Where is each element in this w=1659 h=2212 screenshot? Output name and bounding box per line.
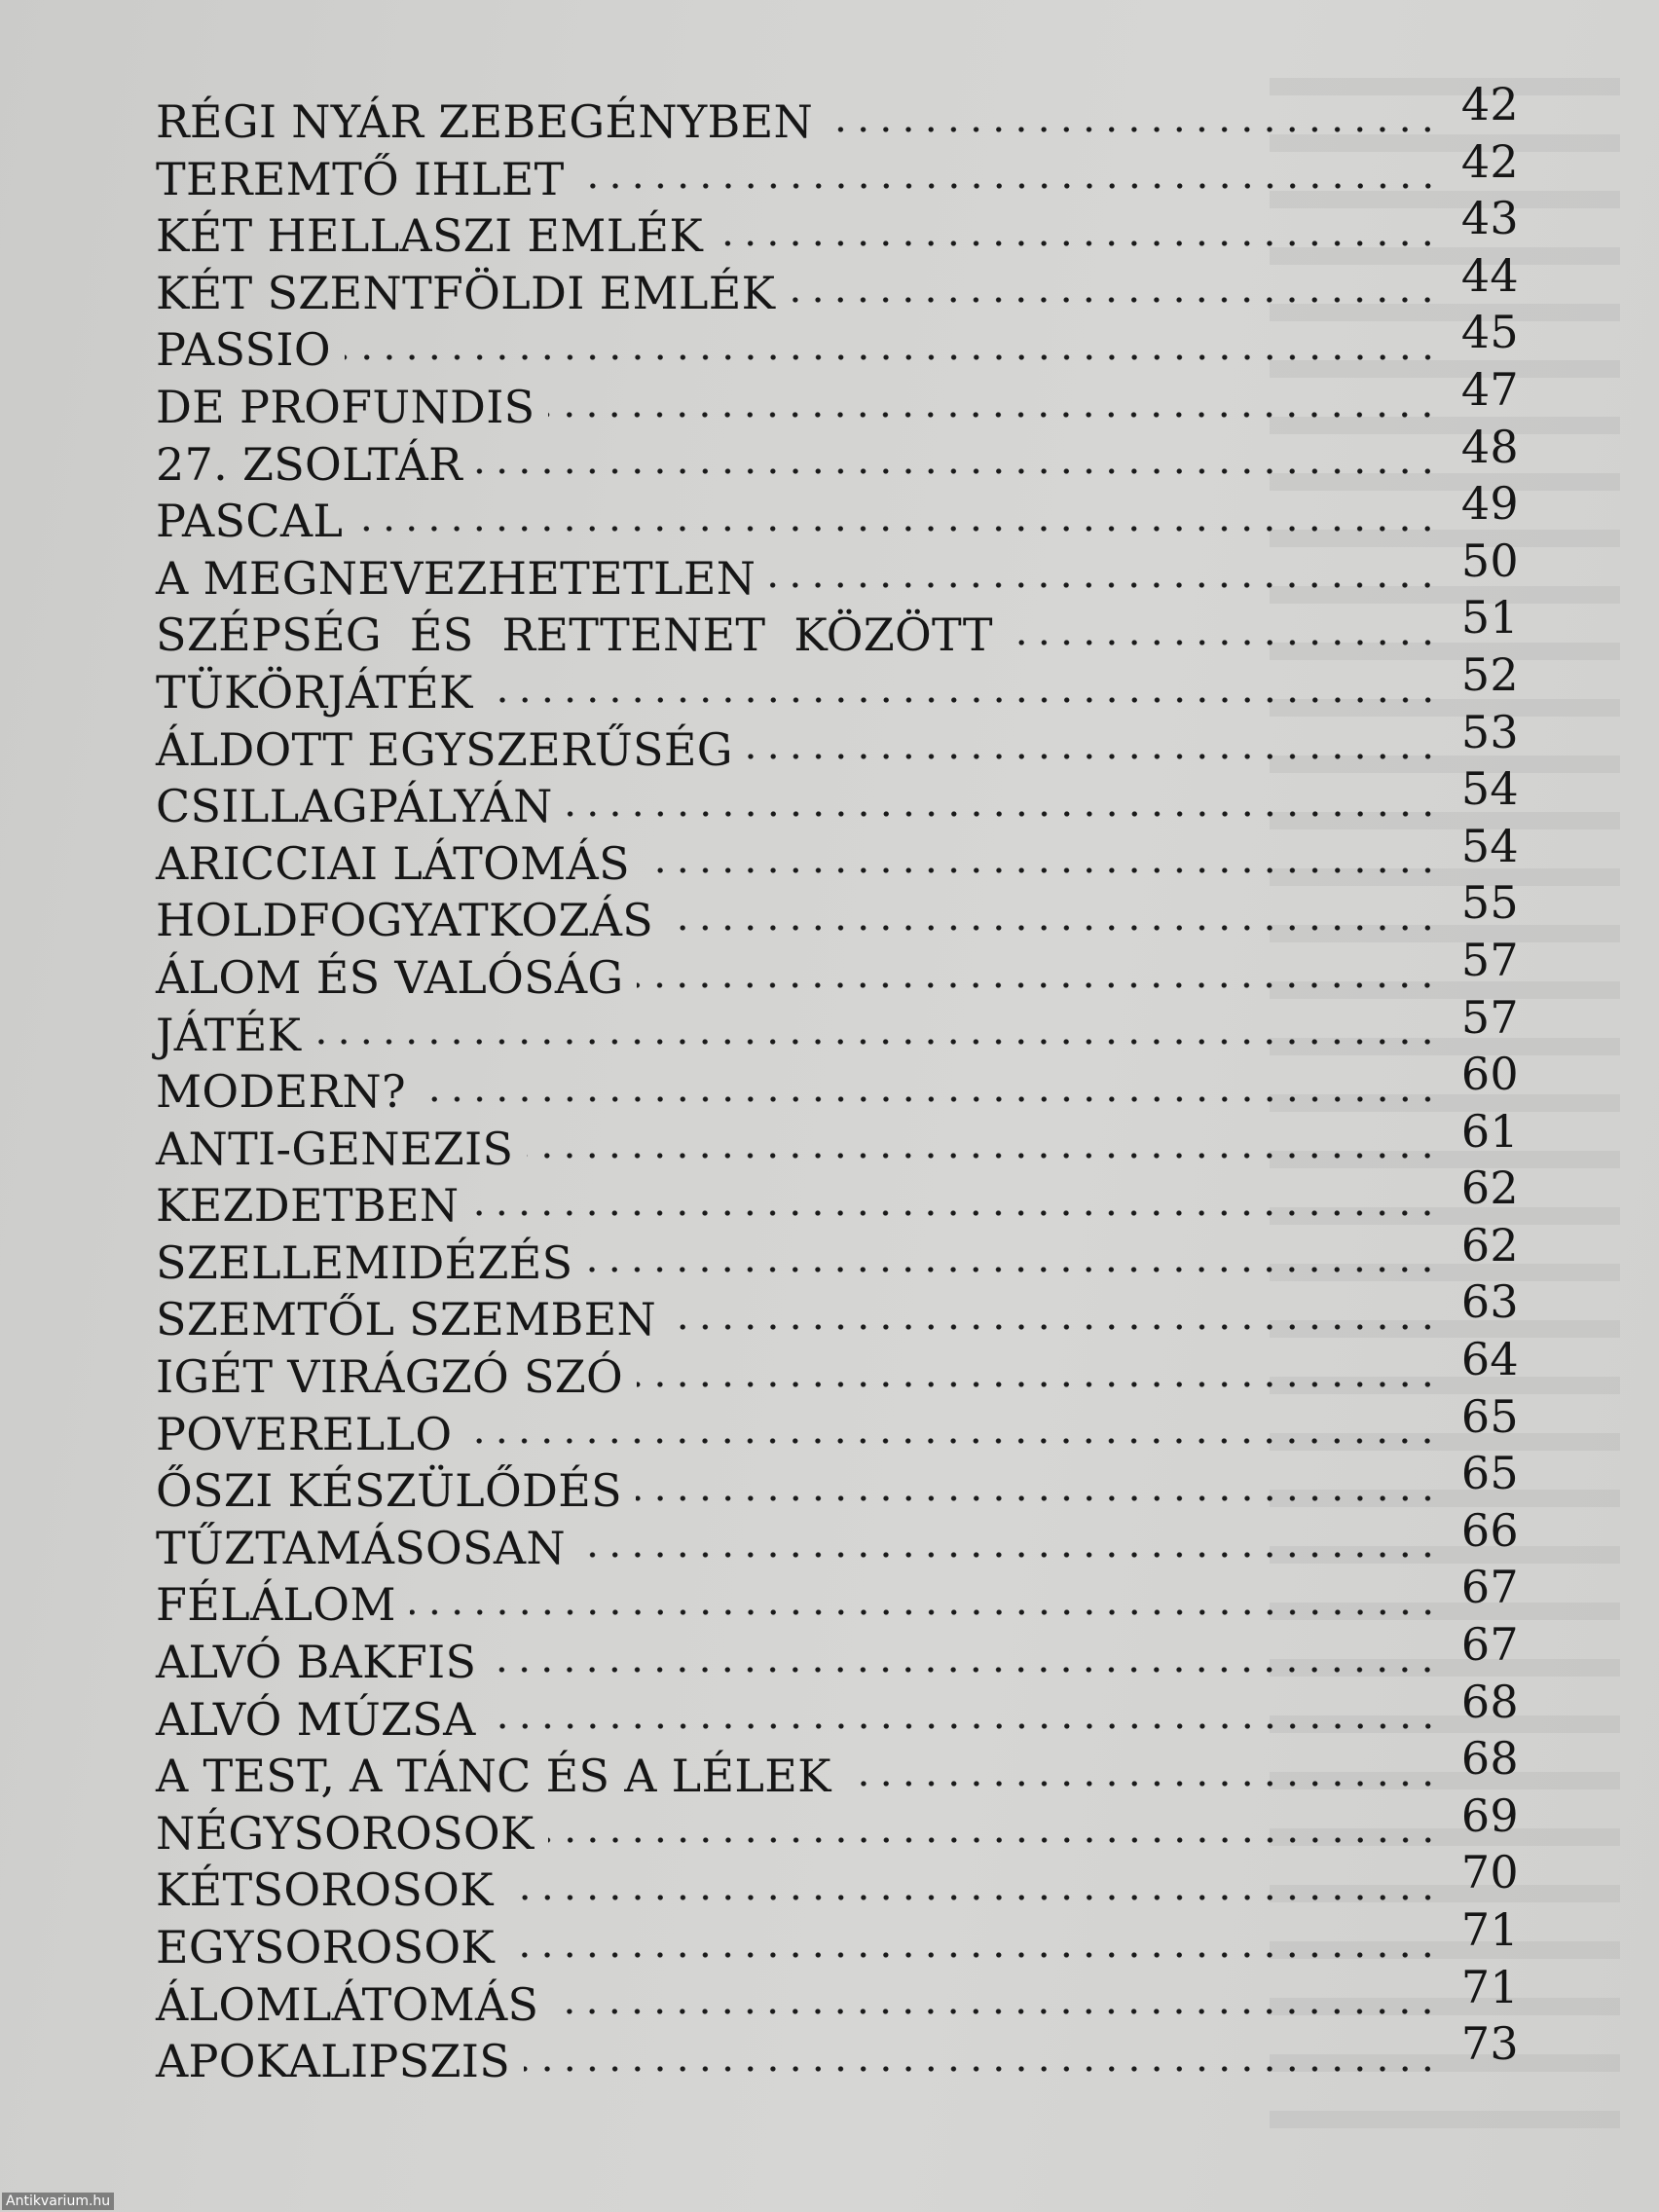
toc-title: TEREMTŐ IHLET [156,152,565,205]
toc-entry [156,1389,1519,1463]
toc-entry [156,591,1519,664]
toc-title: APOKALIPSZIS [156,2035,511,2088]
toc-title: CSILLAGPÁLYÁN [156,780,553,833]
toc-entry [156,705,1519,779]
toc-page-number: 44 [1460,248,1519,302]
dot-leader [487,690,1439,710]
dot-leader [476,461,1439,481]
toc-page-number: 43 [1460,192,1519,245]
toc-title: ALVÓ MÚZSA [156,1692,476,1746]
toc-title: NÉGYSOROSOK [156,1806,535,1860]
toc-page-number: 65 [1460,1447,1519,1500]
toc-page-number: 68 [1460,1675,1519,1728]
toc-title: ARICCIAI LÁTOMÁS [156,836,630,890]
toc-title: SZÉPSÉG ÉS RETTENET KÖZÖTT [156,608,993,662]
dot-leader [827,120,1439,139]
toc-page-number: 54 [1460,819,1519,872]
toc-title: TÜKÖRJÁTÉK [156,665,473,719]
toc-page-number: 49 [1460,477,1519,531]
dot-leader [356,519,1439,538]
dot-leader [420,1089,1439,1109]
toc-entry [156,2017,1519,2090]
toc-page-number: 71 [1460,1903,1519,1956]
toc-title: ÁLOMLÁTOMÁS [156,1977,539,2031]
toc-entry [156,1503,1519,1577]
toc-title: SZELLEMIDÉZÉS [156,1235,573,1289]
toc-page-number: 60 [1460,1048,1519,1101]
dot-leader [490,1716,1439,1736]
toc-page-number: 52 [1460,647,1519,701]
toc-title: KÉT SZENTFÖLDI EMLÉK [156,266,776,319]
toc-page-number: 50 [1460,534,1519,587]
toc-title: DE PROFUNDIS [156,380,535,433]
dot-leader [644,861,1439,880]
toc-page-number: 66 [1460,1503,1519,1557]
dot-leader [548,405,1439,424]
toc-page-number: 63 [1460,1275,1519,1329]
toc-page-number: 47 [1460,362,1519,416]
toc-entry [156,192,1519,265]
toc-title: RÉGI NYÁR ZEBEGÉNYBEN [156,95,814,148]
toc-title: POVERELLO [156,1407,453,1460]
toc-entry [156,933,1519,1007]
dot-leader [670,1317,1439,1337]
toc-title: EGYSOROSOK [156,1921,496,1973]
toc-entry [156,762,1519,835]
toc-entry [156,1275,1519,1348]
toc-page-number: 45 [1460,306,1519,359]
dot-leader [548,1830,1439,1850]
dot-leader [508,1945,1439,1965]
toc-page-number: 62 [1460,1218,1519,1272]
dot-leader [314,1032,1439,1051]
toc-page-number: 70 [1460,1846,1519,1899]
toc-entry [156,1788,1519,1862]
toc-title: MODERN? [156,1065,406,1119]
toc-entry [156,477,1519,550]
dot-leader [747,747,1439,766]
toc-page-number: 53 [1460,705,1519,758]
toc-title: FÉLÁLOM [156,1578,396,1632]
dot-leader [636,1489,1439,1508]
toc-entry [156,819,1519,893]
dot-leader [717,234,1439,253]
toc-title: JÁTÉK [156,1008,302,1061]
toc-title: ŐSZI KÉSZÜLŐDÉS [156,1464,622,1518]
dot-leader [769,575,1439,595]
toc-entry [156,1104,1519,1178]
toc-page-number: 62 [1460,1161,1519,1215]
toc-page-number: 67 [1460,1618,1519,1672]
toc-title: TŰZTAMÁSOSAN [156,1521,566,1574]
dot-leader [490,1660,1439,1679]
dot-leader [472,1203,1439,1223]
toc-title: ÁLOM ÉS VALÓSÁG [156,950,624,1004]
toc-page-number: 68 [1460,1732,1519,1786]
dot-leader [567,804,1439,824]
toc-title: ALVÓ BAKFIS [156,1636,477,1689]
toc-entry [156,1903,1519,1976]
toc-entry [156,1732,1519,1805]
toc-page-number: 42 [1460,134,1519,188]
toc-page-number: 73 [1460,2017,1519,2071]
dot-leader [410,1603,1439,1622]
toc-entry [156,78,1519,151]
toc-entry [156,1846,1519,1919]
watermark: Antikvarium.hu [2,2193,114,2210]
toc-title: PASSIO [156,323,331,377]
toc-entry [156,1161,1519,1235]
toc-entry [156,1048,1519,1121]
toc-entry [156,1618,1519,1691]
dot-leader [586,1260,1439,1279]
toc-title: PASCAL [156,495,344,548]
dot-leader [789,290,1439,310]
toc-title: KÉT HELLASZI EMLÉK [156,209,704,263]
toc-title: ANTI-GENEZIS [156,1122,514,1175]
toc-title: HOLDFOGYATKOZÁS [156,894,654,947]
toc-entry [156,990,1519,1064]
toc-title: KEZDETBEN [156,1179,460,1233]
dot-leader [845,1774,1439,1793]
dot-leader [667,918,1439,938]
toc-page-number: 57 [1460,990,1519,1044]
dot-leader [579,1545,1439,1565]
toc-title: KÉTSOROSOK [156,1863,494,1917]
toc-entry [156,420,1519,494]
toc-page-number: 42 [1460,78,1519,130]
dot-leader [524,2059,1439,2079]
toc-title: SZEMTŐL SZEMBEN [156,1293,657,1346]
toc-page-number: 54 [1460,762,1519,816]
toc-page-number: 51 [1460,591,1519,645]
toc-entry [156,534,1519,608]
dot-leader [578,176,1439,196]
toc-title: A MEGNEVEZHETETLEN [156,551,756,605]
toc-entry [156,134,1519,208]
toc-entry [156,1675,1519,1749]
toc-title: A TEST, A TÁNC ÉS A LÉLEK [156,1750,831,1803]
dot-leader [552,2002,1439,2021]
toc-entry [156,248,1519,322]
toc-page-number: 67 [1460,1561,1519,1614]
toc-title: 27. ZSOLTÁR [156,437,463,491]
toc-entry [156,362,1519,436]
toc-entry [156,306,1519,379]
toc-page-number: 64 [1460,1333,1519,1386]
dot-leader [527,1146,1439,1165]
dot-leader [1007,633,1439,652]
toc-page-number: 65 [1460,1389,1519,1443]
toc-title: IGÉT VIRÁGZÓ SZÓ [156,1350,624,1404]
toc-entry [156,1218,1519,1292]
toc-entry [156,1561,1519,1634]
toc-entry [156,1960,1519,2034]
toc-page-number: 55 [1460,876,1519,930]
dot-leader [637,976,1439,995]
toc-page-number: 57 [1460,933,1519,986]
toc-page-number: 61 [1460,1104,1519,1158]
toc-page-number: 69 [1460,1788,1519,1842]
toc-title: ÁLDOTT EGYSZERŰSÉG [156,722,733,776]
toc-page-number: 48 [1460,420,1519,473]
dot-leader [345,348,1439,367]
dot-leader [637,1375,1439,1394]
table-of-contents [156,78,1519,2090]
dot-leader [507,1888,1439,1907]
toc-entry [156,1333,1519,1406]
toc-page-number: 71 [1460,1960,1519,2013]
toc-entry [156,1447,1519,1520]
toc-entry [156,876,1519,949]
toc-entry [156,647,1519,721]
dot-leader [465,1431,1439,1451]
